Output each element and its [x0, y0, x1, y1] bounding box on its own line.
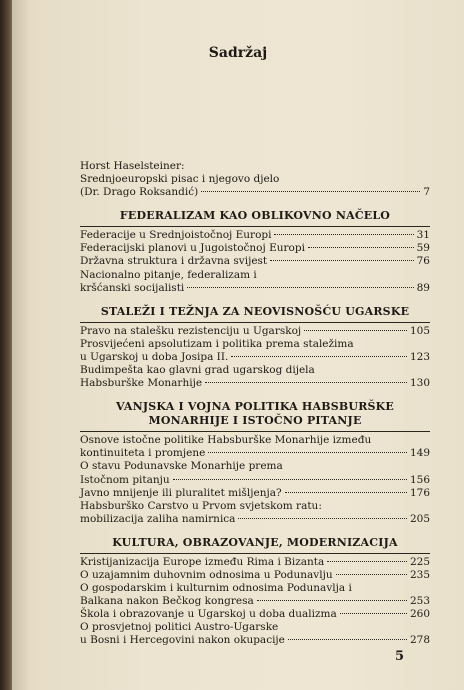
toc-entry: [80, 487, 430, 500]
page-ref: 176: [409, 486, 430, 499]
leader-dots: [304, 330, 407, 331]
leader-dots: [231, 356, 407, 357]
toc-entry-line: [80, 474, 430, 487]
toc-entry-line: [80, 500, 430, 513]
toc-entry-line: [80, 569, 430, 582]
section-rule: [80, 322, 430, 323]
toc-entry-line: [80, 242, 430, 255]
toc-entry-line: [80, 447, 430, 460]
section-gap: [80, 390, 430, 400]
toc-entry: [80, 229, 430, 242]
intro-line2: (Dr. Drago Roksandić): [80, 186, 199, 199]
toc-entry-text: kontinuiteta i promjene: [80, 447, 206, 460]
page-ref: 205: [409, 512, 430, 525]
section-rule: [80, 226, 430, 227]
page-ref: 260: [409, 608, 430, 621]
toc-entry-line: [80, 487, 430, 500]
toc-entry-text: Budimpešta kao glavni grad ugarskog dijela: [80, 364, 315, 377]
section-heading-line: STALEŽI I TEŽNJA ZA NEOVISNOŠĆU UGARSKE: [100, 304, 410, 318]
toc-entry-text: Osnove istočne politike Habsburške Monarhije između: [80, 434, 372, 447]
page-ref: 59: [416, 242, 430, 255]
toc-entry: [80, 569, 430, 582]
toc-entry-text: O uzajamnim duhovnim odnosima u Podunavlju: [80, 568, 333, 581]
toc-entry: [80, 269, 430, 295]
leader-dots: [187, 287, 413, 288]
toc-entry-text: kršćanski socijalisti: [80, 281, 185, 294]
toc-entry-text: Državna struktura i državna svijest: [80, 255, 268, 268]
toc-entry-text: O prosvjetnoj politici Austro-Ugarske: [80, 621, 279, 634]
toc-entry-text: u Ugarskoj u doba Josipa II.: [80, 350, 229, 363]
toc-entry: [80, 242, 430, 255]
toc-entry-text: Škola i obrazovanje u Ugarskoj u doba dualizma: [80, 608, 337, 621]
page-ref: 105: [409, 324, 430, 337]
table-of-contents: [80, 160, 430, 648]
page-title: Sadržaj: [208, 45, 268, 61]
toc-entry-line: [80, 377, 430, 390]
section-heading: [80, 209, 430, 223]
toc-entry: [80, 338, 430, 364]
toc-entry: [80, 325, 430, 338]
page-ref: 123: [409, 350, 430, 363]
page-ref: 31: [416, 229, 430, 242]
toc-entry-line: [80, 364, 430, 377]
toc-entry: [80, 434, 430, 460]
toc-entry-line: [80, 269, 430, 282]
page-ref: 278: [409, 634, 430, 647]
page-ref: 225: [409, 555, 430, 568]
page-ref: 89: [416, 281, 430, 294]
section-heading-line: VANJSKA I VOJNA POLITIKA HABSBURŠKE: [115, 400, 395, 414]
page-ref: 7: [423, 186, 430, 199]
toc-entry-line: [80, 325, 430, 338]
intro-line1: Srednjoeuropski pisac i njegovo djelo: [80, 173, 280, 186]
toc-entry-text: Javno mnijenje ili pluralitet mišljenja?: [80, 486, 282, 499]
page-ref: 156: [409, 473, 430, 486]
toc-entry: [80, 460, 430, 486]
toc-entry-text: Federacijski planovi u Jugoistočnoj Europi: [80, 242, 305, 255]
page-ref: 149: [409, 447, 430, 460]
toc-entry-line: [80, 434, 430, 447]
section-rule: [80, 431, 430, 432]
toc-entry: [80, 255, 430, 268]
section-gap: [80, 295, 430, 305]
toc-entry-text: Pravo na stalešku rezistenciju u Ugarskoj: [80, 324, 302, 337]
section-heading: [80, 400, 430, 428]
toc-entry-text: Istočnom pitanju: [80, 473, 170, 486]
leader-dots: [238, 518, 407, 519]
toc-entry-line: [80, 582, 430, 595]
toc-entry-text: O gospodarskim i kulturnim odnosima Podunavlja i: [80, 582, 352, 595]
section-heading-line: MONARHIJE I ISTOČNO PITANJE: [148, 414, 362, 428]
toc-entry-text: Federacije u Srednjoistočnoj Europi: [80, 229, 272, 242]
page-number: 5: [394, 649, 404, 664]
leader-dots: [208, 452, 407, 453]
section-rule: [80, 553, 430, 554]
page-ref: 235: [409, 568, 430, 581]
toc-entry-text: Nacionalno pitanje, federalizam i: [80, 268, 257, 281]
toc-entry-line: [80, 556, 430, 569]
toc-entry-line: [80, 621, 430, 634]
toc-entry-line: [80, 513, 430, 526]
toc-entry: [80, 621, 430, 647]
leader-dots: [257, 600, 407, 601]
toc-entry-line: [80, 282, 430, 295]
section-gap: [80, 199, 430, 209]
book-page: [12, 0, 464, 690]
page-ref: 130: [409, 377, 430, 390]
leader-dots: [308, 247, 414, 248]
toc-entry-line: [80, 608, 430, 621]
toc-entry: [80, 364, 430, 390]
intro-entry: [80, 160, 430, 199]
toc-entry-text: Habsburške Monarhije: [80, 377, 203, 390]
sections-container: [80, 199, 430, 647]
toc-entry-line: [80, 255, 430, 268]
toc-entry-text: mobilizacija zaliha namirnica: [80, 512, 236, 525]
section-heading-line: KULTURA, OBRAZOVANJE, MODERNIZACIJA: [112, 535, 398, 549]
section-gap: [80, 526, 430, 536]
leader-dots: [205, 382, 407, 383]
section-heading: [80, 536, 430, 550]
toc-entry: [80, 556, 430, 569]
toc-entry-line: [80, 351, 430, 364]
toc-entry-line: [80, 460, 430, 473]
toc-entry-text: Habsburško Carstvo u Prvom svjetskom ratu:: [80, 499, 322, 512]
page-ref: 76: [416, 255, 430, 268]
toc-entry-line: [80, 229, 430, 242]
intro-author: Horst Haselsteiner:: [80, 160, 185, 172]
toc-entry-text: Balkana nakon Bečkog kongresa: [80, 595, 254, 608]
leader-dots: [270, 260, 413, 261]
leader-dots: [285, 492, 407, 493]
section-heading: [80, 305, 430, 319]
toc-entry-line: [80, 634, 430, 647]
toc-entry-text: u Bosni i Hercegovini nakon okupacije: [80, 634, 285, 647]
toc-entry-line: [80, 595, 430, 608]
toc-entry: [80, 608, 430, 621]
toc-entry-text: O stavu Podunavske Monarhije prema: [80, 460, 283, 473]
toc-entry: [80, 500, 430, 526]
section-heading-line: FEDERALIZAM KAO OBLIKOVNO NAČELO: [119, 209, 391, 223]
toc-entry: [80, 582, 430, 608]
toc-entry-line: [80, 338, 430, 351]
leader-dots: [173, 479, 407, 480]
leader-dots: [274, 234, 413, 235]
leader-dots: [340, 613, 407, 614]
leader-dots: [288, 639, 407, 640]
leader-dots: [336, 574, 407, 575]
toc-entry-text: Prosvijećeni apsolutizam i politika prema staležima: [80, 337, 354, 350]
toc-entry-text: Kristijanizacija Europe između Rima i Bizanta: [80, 555, 325, 568]
page-ref: 253: [409, 595, 430, 608]
leader-dots: [201, 191, 420, 192]
leader-dots: [327, 561, 407, 562]
